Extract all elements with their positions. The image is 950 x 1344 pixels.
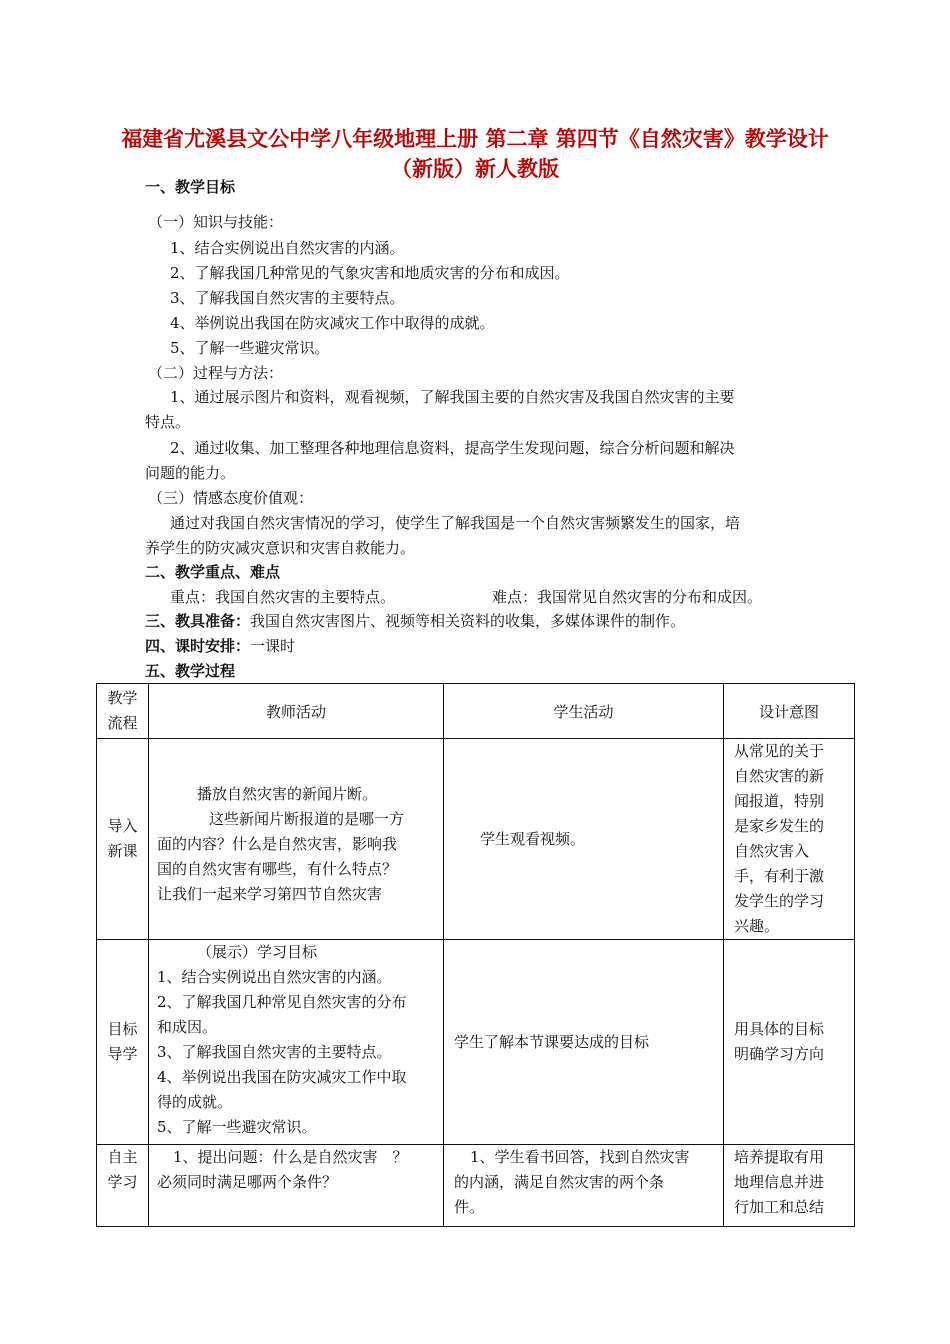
- section-3: [145, 611, 685, 631]
- knowledge-heading: （一）知识与技能：: [148, 213, 284, 231]
- section-4-heading: 四、课时安排：: [145, 637, 251, 655]
- process-item-2: 2、通过收集、加工整理各种地理信息资料，提高学生发现问题，综合分析问题和解决: [170, 439, 735, 457]
- header-teacher: 教师活动: [149, 684, 444, 739]
- row-student: 1、学生看书回答，找到自然灾害 的内涵，满足自然灾害的两个条 件。: [444, 1145, 724, 1227]
- row-flow: 自主 学习: [97, 1145, 149, 1227]
- section-3-text: 我国自然灾害图片、视频等相关资料的收集，多媒体课件的制作。: [250, 612, 686, 630]
- table-row: [97, 1145, 855, 1227]
- header-design: 设计意图: [724, 684, 855, 739]
- header-flow: 教学 流程: [97, 684, 149, 739]
- knowledge-item: 4、举例说出我国在防灾减灾工作中取得的成就。: [170, 314, 495, 332]
- row-teacher: 播放自然灾害的新闻片断。 这些新闻片断报道的是哪一方 面的内容？什么是自然灾害，影响我 国的自然灾害有哪些，有什么特点？ 让我们一起来学习第四节自然灾害: [149, 739, 444, 940]
- process-item-1-cont: 特点。: [145, 413, 191, 431]
- table-header-row: [97, 684, 855, 739]
- process-item-1: 1、通过展示图片和资料，观看视频，了解我国主要的自然灾害及我国自然灾害的主要: [170, 388, 735, 406]
- row-design: 用具体的目标 明确学习方向: [724, 940, 855, 1145]
- row-flow: 目标 导学: [97, 940, 149, 1145]
- difficult-point: 难点：我国常见自然灾害的分布和成因。: [492, 588, 763, 606]
- row-teacher: 1、提出问题：什么是自然灾害 ？ 必须同时满足哪两个条件？: [149, 1145, 444, 1227]
- emotion-text: 通过对我国自然灾害情况的学习，使学生了解我国是一个自然灾害频繁发生的国家，培: [170, 514, 741, 532]
- row-student: 学生观看视频。: [444, 739, 724, 940]
- process-heading: （二）过程与方法：: [148, 364, 284, 382]
- row-design: 培养提取有用 地理信息并进 行加工和总结: [724, 1145, 855, 1227]
- section-4-text: 一课时: [250, 637, 296, 655]
- row-design: 从常见的关于 自然灾害的新 闻报道，特别 是家乡发生的 自然灾害入 手，有利于激 发学生的学习 兴趣。: [724, 739, 855, 940]
- row-teacher: （展示）学习目标 1、结合实例说出自然灾害的内涵。 2、了解我国几种常见自然灾害的分布 和成因。 3、了解我国自然灾害的主要特点。 4、举例说出我国在防灾减灾工作中取 得的成就。 5、了解一些避灾常识。: [149, 940, 444, 1145]
- header-student: 学生活动: [444, 684, 724, 739]
- knowledge-item: 2、了解我国几种常见的气象灾害和地质灾害的分布和成因。: [170, 264, 570, 282]
- document-title: 福建省尤溪县文公中学八年级地理上册 第二章 第四节《自然灾害》教学设计 （新版）新人教版: [121, 127, 829, 181]
- row-flow: 导入 新课: [97, 739, 149, 940]
- section-4: [145, 636, 295, 656]
- section-1-heading: 一、教学目标: [145, 178, 236, 196]
- teaching-process-table: [96, 683, 855, 1227]
- emotion-text-cont: 养学生的防灾减灾意识和灾害自救能力。: [145, 539, 416, 557]
- knowledge-item: 3、了解我国自然灾害的主要特点。: [170, 289, 405, 307]
- section-2-heading: 二、教学重点、难点: [145, 563, 281, 581]
- table-row: [97, 940, 855, 1145]
- knowledge-item: 1、结合实例说出自然灾害的内涵。: [170, 239, 405, 257]
- row-student: 学生了解本节课要达成的目标: [444, 940, 724, 1145]
- knowledge-item: 5、了解一些避灾常识。: [170, 339, 330, 357]
- section-5-heading: 五、教学过程: [145, 662, 236, 680]
- section-3-heading: 三、教具准备：: [145, 612, 251, 630]
- table-row: [97, 739, 855, 940]
- process-item-2-cont: 问题的能力。: [145, 464, 236, 482]
- key-point: 重点：我国自然灾害的主要特点。: [170, 588, 396, 606]
- emotion-heading: （三）情感态度价值观：: [148, 489, 314, 507]
